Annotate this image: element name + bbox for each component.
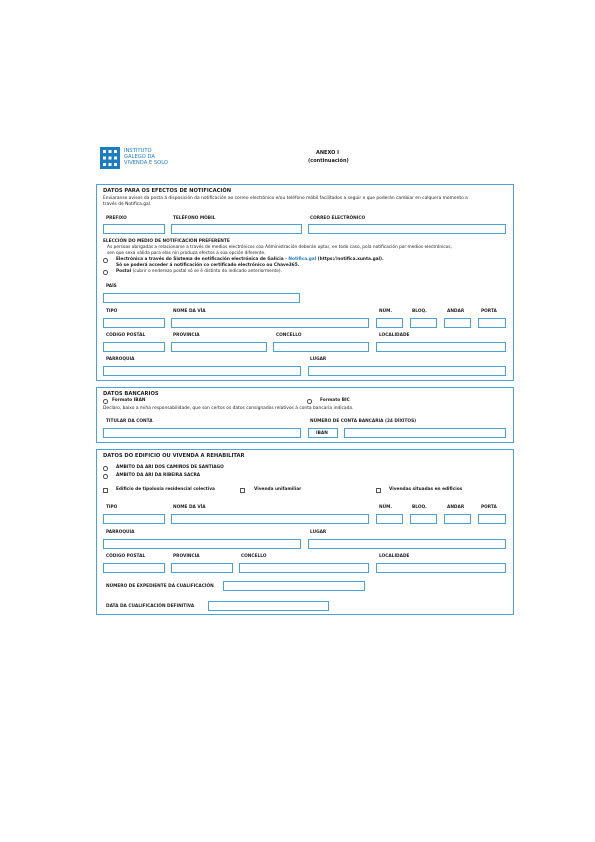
- b-province-field[interactable]: [171, 563, 233, 573]
- postal-option: [116, 269, 282, 275]
- b-council-field[interactable]: [239, 563, 369, 573]
- b-council-label: CONCELLO: [241, 554, 267, 559]
- postcode-label: CÓDIGO POSTAL: [106, 333, 146, 338]
- electronic-option-line2: Só se poderá acceder á notificación co certificado electrónico ou Chave365.: [116, 263, 300, 268]
- mobile-label: TELÉFONO MÓBIL: [173, 216, 216, 221]
- country-label: PAÍS: [106, 284, 117, 289]
- iban-prefix: IBAN: [316, 430, 328, 436]
- prefix-label: PREFIXO: [106, 216, 127, 221]
- place-field[interactable]: [308, 366, 506, 376]
- b-postcode-label: CÓDIGO POSTAL: [106, 554, 146, 559]
- floor-label: ANDAR: [447, 309, 465, 314]
- notification-title: DATOS PARA OS EFECTOS DE NOTIFICACIÓN: [103, 188, 232, 194]
- collective-residential-label: Edificio de tipoloxía residencial colectiva: [116, 487, 215, 492]
- electronic-option-label: Electrónica a través do Sistema de notificación electrónica de Galicia -: [116, 257, 289, 262]
- iban-format-radio[interactable]: [103, 399, 108, 404]
- place-label: LUGAR: [310, 357, 327, 362]
- notification-intro-2: través de Notifica.gal.: [103, 202, 152, 207]
- b-postcode-field[interactable]: [103, 563, 165, 573]
- dwellings-in-buildings-label: Vivendas situadas en edificios: [389, 487, 463, 492]
- b-parish-field[interactable]: [103, 539, 301, 549]
- street-field[interactable]: [171, 318, 369, 328]
- street-label: NOME DA VÍA: [173, 309, 206, 314]
- building-title: DATOS DO EDIFICIO OU VIVENDA A REHABILITAR: [103, 453, 245, 459]
- postcode-field[interactable]: [103, 342, 165, 352]
- b-block-label: BLOQ.: [412, 505, 427, 510]
- collective-residential-checkbox[interactable]: [103, 488, 108, 493]
- b-locality-label: LOCALIDADE: [379, 554, 410, 559]
- province-field[interactable]: [171, 342, 267, 352]
- email-field[interactable]: [308, 224, 506, 234]
- b-num-field[interactable]: [376, 514, 403, 524]
- scope-ribeira-label: ÁMBITO DA ARI DA RIBEIRA SACRA: [116, 473, 201, 478]
- logo-line-2: GALEGO DA: [124, 154, 155, 161]
- single-family-label: Vivenda unifamiliar: [254, 487, 302, 492]
- medium-note-2: sen que sexa válida para elas nin produza efectos a súa opción diferente.: [107, 251, 266, 256]
- b-floor-label: ANDAR: [447, 505, 465, 510]
- b-province-label: PROVINCIA: [173, 554, 200, 559]
- scope-santiago-radio[interactable]: [103, 466, 108, 471]
- account-holder-label: TITULAR DA CONTA: [106, 419, 153, 424]
- medium-title: ELECCIÓN DO MEDIO DE NOTIFICACIÓN PREFERENTE: [103, 239, 230, 244]
- file-number-field[interactable]: [223, 581, 365, 591]
- province-label: PROVINCIA: [173, 333, 200, 338]
- b-type-label: TIPO: [106, 505, 118, 510]
- notification-intro-1: Enviaranse avisos da posta á disposición da notificación ao correo electrónico e/ou teléfono móbil facilitados a seguir e que poderán cambiar en calquera momento a: [103, 196, 468, 201]
- logo-mark-icon: [100, 147, 120, 169]
- email-label: CORREO ELECTRÓNICO: [310, 216, 366, 221]
- council-field[interactable]: [273, 342, 369, 352]
- parish-label: PARROQUIA: [106, 357, 135, 362]
- bic-format-radio[interactable]: [307, 399, 312, 404]
- single-family-checkbox[interactable]: [240, 488, 245, 493]
- annex-subtitle: (continuación): [308, 158, 349, 164]
- b-place-field[interactable]: [308, 539, 506, 549]
- dwellings-in-buildings-checkbox[interactable]: [376, 488, 381, 493]
- b-street-field[interactable]: [171, 514, 369, 524]
- scope-santiago-label: ÁMBITO DA ARI DOS CAMIÑOS DE SANTIAGO: [116, 465, 224, 470]
- b-place-label: LUGAR: [310, 530, 327, 535]
- qualification-date-label: DATA DA CUALIFICACIÓN DEFINITIVA: [106, 604, 195, 609]
- block-label: BLOQ.: [412, 309, 427, 314]
- door-label: PORTA: [481, 309, 497, 314]
- b-num-label: NÚM.: [379, 505, 392, 510]
- logo: [100, 147, 190, 171]
- scope-ribeira-radio[interactable]: [103, 474, 108, 479]
- notifica-url: (https://notifica.xunta.gal).: [316, 257, 384, 262]
- annex-title: ANEXO I: [316, 150, 339, 156]
- door-field[interactable]: [478, 318, 506, 328]
- b-block-field[interactable]: [410, 514, 437, 524]
- num-label: NÚM.: [379, 309, 392, 314]
- parish-field[interactable]: [103, 366, 301, 376]
- logo-line-1: INSTITUTO: [124, 148, 152, 154]
- b-locality-field[interactable]: [376, 563, 506, 573]
- prefix-field[interactable]: [103, 224, 165, 234]
- account-number-field[interactable]: [344, 428, 506, 438]
- notifica-link[interactable]: Notifica.gal: [288, 257, 317, 262]
- num-field[interactable]: [376, 318, 403, 328]
- bic-format-label: Formato BIC: [320, 398, 350, 403]
- b-type-field[interactable]: [103, 514, 165, 524]
- electronic-radio[interactable]: [103, 258, 108, 263]
- postal-radio[interactable]: [103, 270, 108, 275]
- qualification-date-field[interactable]: [208, 601, 329, 611]
- country-field[interactable]: [103, 293, 300, 303]
- account-number-label: NÚMERO DE CONTA BANCARIA (24 DÍXITOS): [310, 419, 417, 424]
- b-parish-label: PARROQUIA: [106, 530, 135, 535]
- type-label: TIPO: [106, 309, 118, 314]
- medium-note-1: As persoas obrigadas a relacionarse a través de medios electrónicos coa Administración deberán optar, en todo caso, pola notificación por medios electrónicos,: [107, 245, 452, 250]
- postal-option-label: Postal: [116, 269, 132, 274]
- locality-field[interactable]: [376, 342, 506, 352]
- b-floor-field[interactable]: [444, 514, 471, 524]
- iban-format-label: Formato IBAN: [112, 398, 146, 403]
- electronic-option: [116, 257, 384, 263]
- block-field[interactable]: [410, 318, 437, 328]
- locality-label: LOCALIDADE: [379, 333, 410, 338]
- account-holder-field[interactable]: [103, 428, 301, 438]
- file-number-label: NÚMERO DE EXPEDIENTE DA CUALIFICACIÓN: [106, 584, 214, 589]
- bank-title: DATOS BANCARIOS: [103, 391, 159, 397]
- floor-field[interactable]: [444, 318, 471, 328]
- b-door-label: PORTA: [481, 505, 497, 510]
- b-door-field[interactable]: [478, 514, 506, 524]
- logo-line-3: VIVENDA E SOLO: [124, 160, 168, 167]
- council-label: CONCELLO: [276, 333, 302, 338]
- type-field[interactable]: [103, 318, 165, 328]
- postal-option-note: (cubrir o enderezo postal só se é distinto do indicado anteriormente).: [131, 269, 282, 274]
- bank-declaration: Declaro, baixo a miña responsabilidade, que son certos os datos consignados relativos á conta bancaria indicada.: [103, 406, 354, 411]
- mobile-field[interactable]: [171, 224, 302, 234]
- b-street-label: NOME DA VÍA: [173, 505, 206, 510]
